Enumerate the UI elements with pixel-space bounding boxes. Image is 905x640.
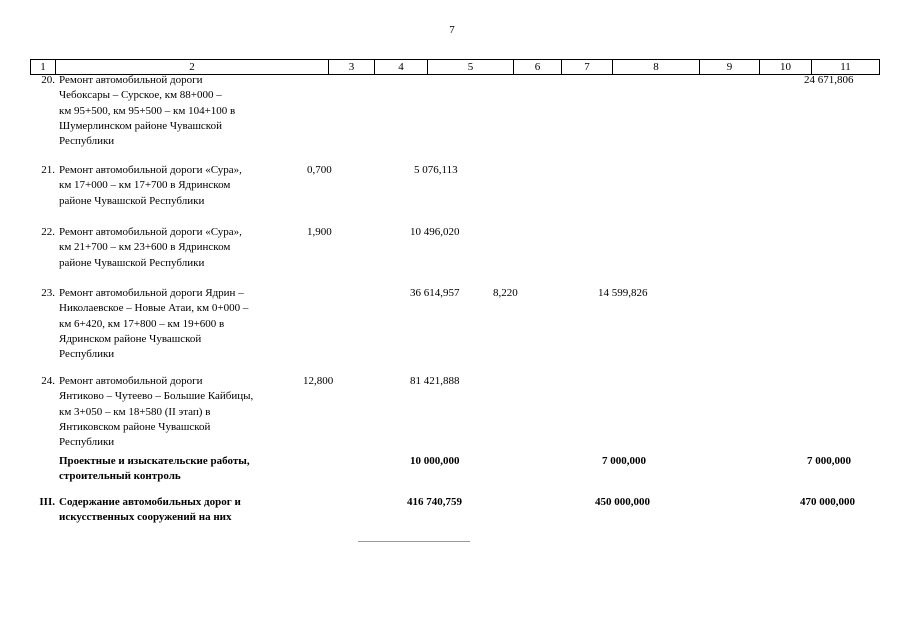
- header-cell-9: 9: [699, 60, 759, 74]
- row-description-line: Чебоксары – Сурское, км 88+000 –: [59, 89, 222, 102]
- row-number: 21.: [41, 164, 55, 176]
- row-value-col3: 1,900: [307, 226, 332, 238]
- row-description-line: Содержание автомобильных дорог и: [59, 496, 241, 508]
- row-value-col8: 450 000,000: [595, 496, 650, 508]
- row-description-line: Республики: [59, 135, 115, 148]
- row-description-line: Ремонт автомобильной дороги «Сура»,: [59, 164, 242, 176]
- row-description-line: Шумерлинском районе Чувашской: [59, 119, 222, 132]
- row-description-line: Ремонт автомобильной дороги «Сура»,: [59, 226, 242, 238]
- header-cell-8: 8: [612, 60, 699, 74]
- row-description-line: районе Чувашской Республики: [59, 194, 205, 207]
- row-description-line: Республики: [59, 436, 115, 449]
- header-cell-10: 10: [759, 60, 811, 74]
- row-number: 23.: [41, 287, 55, 299]
- row-value-col3: 0,700: [307, 164, 332, 176]
- row-value-col3: 12,800: [303, 375, 334, 387]
- row-description-line: км 3+050 – км 18+580 (II этап) в: [59, 405, 211, 418]
- row-value-col11: 24 671,806: [804, 74, 854, 86]
- row-value-col11: 470 000,000: [800, 496, 855, 508]
- row-value-col5: 81 421,888: [410, 375, 460, 387]
- row-value-col5: 10 000,000: [410, 455, 460, 467]
- row-description-line: Ремонт автомобильной дороги Ядрин –: [59, 287, 244, 299]
- row-value-col5: 416 740,759: [407, 496, 462, 508]
- header-cell-6: 6: [513, 60, 561, 74]
- row-description-line: искусственных сооружений на них: [59, 511, 232, 524]
- row-value-col6: 8,220: [493, 287, 518, 299]
- row-description-line: Ядринском районе Чувашской: [59, 332, 202, 345]
- row-description-line: км 21+700 – км 23+600 в Ядринском: [59, 241, 231, 254]
- header-cell-1: 1: [30, 60, 55, 74]
- row-description-line: Проектные и изыскательские работы,: [59, 455, 250, 467]
- header-cell-5: 5: [427, 60, 513, 74]
- row-description-line: Николаевское – Новые Атаи, км 0+000 –: [59, 302, 249, 315]
- row-value-col5: 10 496,020: [410, 226, 460, 238]
- header-cell-3: 3: [328, 60, 374, 74]
- row-number: 24.: [41, 375, 55, 387]
- row-value-col5: 36 614,957: [410, 287, 460, 299]
- row-description-line: районе Чувашской Республики: [59, 256, 205, 269]
- row-value-col8: 7 000,000: [602, 455, 646, 467]
- row-description-line: км 6+420, км 17+800 – км 19+600 в: [59, 317, 225, 330]
- header-cell-11: 11: [811, 60, 880, 74]
- header-cell-4: 4: [374, 60, 427, 74]
- row-number: 20.: [41, 74, 55, 86]
- page-number: 7: [449, 24, 455, 36]
- row-description-line: Ремонт автомобильной дороги: [59, 74, 203, 86]
- header-cell-2: 2: [55, 60, 328, 74]
- footer-separator-line: [358, 541, 470, 542]
- row-value-col5: 5 076,113: [414, 164, 458, 176]
- row-value-col11: 7 000,000: [807, 455, 851, 467]
- row-description-line: Республики: [59, 348, 115, 361]
- row-description-line: Ремонт автомобильной дороги: [59, 375, 203, 387]
- row-description-line: км 95+500, км 95+500 – км 104+100 в: [59, 104, 236, 117]
- row-value-col8: 14 599,826: [598, 287, 648, 299]
- row-number: III.: [39, 496, 55, 508]
- row-description-line: Янтиково – Чутеево – Большие Кайбицы,: [59, 390, 254, 403]
- row-description-line: км 17+000 – км 17+700 в Ядринском: [59, 179, 231, 192]
- row-description-line: строительный контроль: [59, 470, 181, 483]
- row-description-line: Янтиковском районе Чувашской: [59, 420, 211, 433]
- header-cell-7: 7: [561, 60, 612, 74]
- row-number: 22.: [41, 226, 55, 238]
